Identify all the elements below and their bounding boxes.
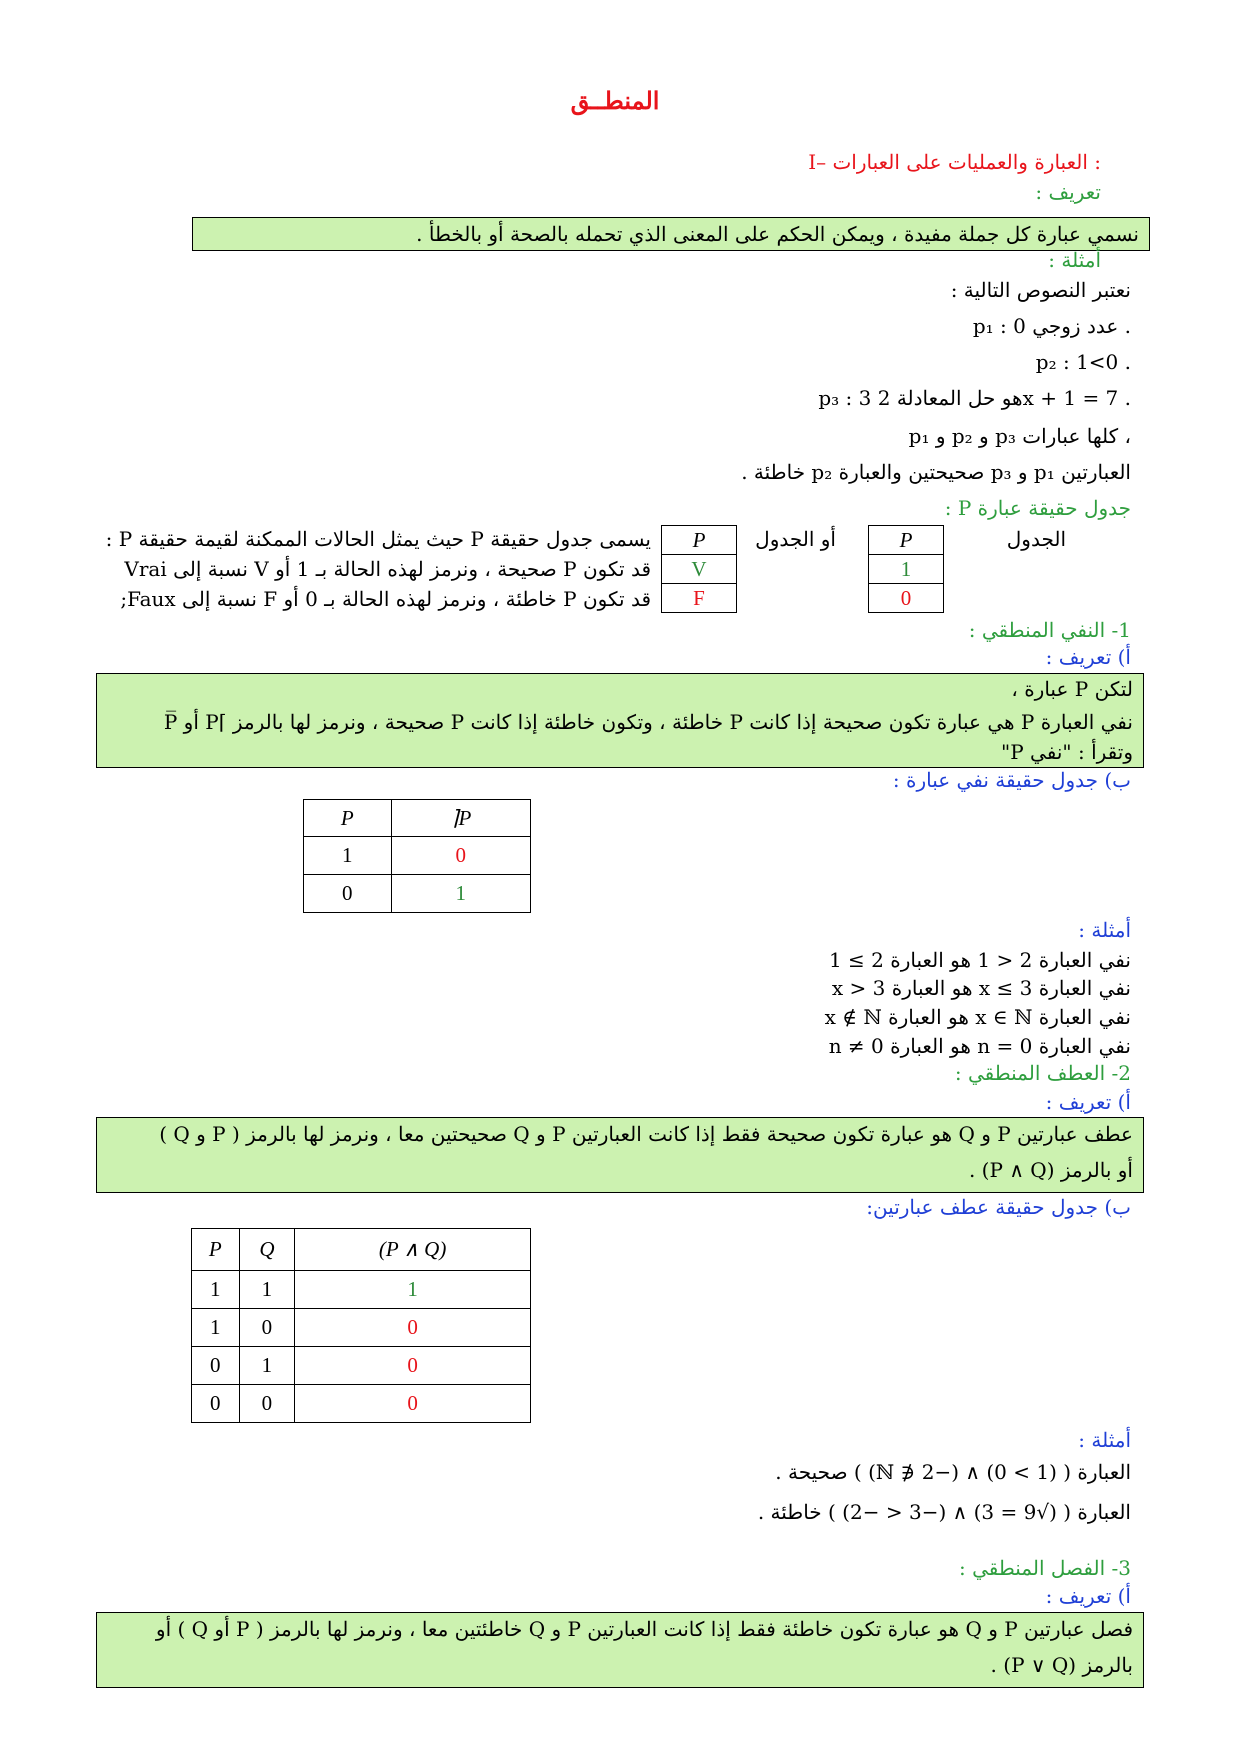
conjunction-heading: 2- العطف المنطقي : [954,1061,1131,1085]
table-cell: 0 [295,1385,531,1423]
table-header: P [662,526,737,555]
truth-table-p-letters [661,525,737,613]
table-header: P [869,526,944,555]
definition-box [192,217,1150,251]
conjunction-definition-box [96,1117,1144,1193]
table-description-2: قد تكون P صحيحة ، ونرمز لهذه الحالة بـ 1 أو V نسبة إلى Vrai [124,557,651,581]
truth-table-heading: جدول حقيقة عبارة P : [944,496,1131,520]
table-cell: 1 [192,1271,240,1309]
negation-example-1: نفي العبارة 2 < 1 هو العبارة 2 ≥ 1 [828,948,1131,972]
table-cell: 0 [869,584,944,613]
negation-definition-label: أ) تعريف : [1045,645,1131,669]
conjunction-example-1: العبارة ( (1 > 0) ∧ (−2 ∉ ℕ) ) صحيحة . [775,1460,1131,1484]
negation-line-1: لتكن P عبارة ، [1011,677,1133,701]
negation-example-4: نفي العبارة n = 0 هو العبارة n ≠ 0 [828,1034,1131,1058]
table-cell: 1 [304,837,392,875]
statement-p1: p₁ : 0 عدد زوجي . [972,314,1131,338]
examples-intro: نعتبر النصوص التالية : [950,278,1131,302]
truth-note: العبارتين p₁ و p₃ صحيحتين والعبارة p₂ خاطئة . [741,460,1131,484]
disjunction-definition-label: أ) تعريف : [1045,1584,1131,1608]
table-header: P [192,1229,240,1271]
statement-p3: p₃ : 3 هو حل المعادلة 2x + 1 = 7 . [818,386,1131,410]
definition-text: نسمي عبارة كل جملة مفيدة ، ويمكن الحكم على المعنى الذي تحمله بالصحة أو بالخطأ . [416,222,1139,246]
conjunction-table-heading: ب) جدول حقيقة عطف عبارتين: [866,1195,1131,1219]
table-header: Q [239,1229,295,1271]
table-cell: 1 [295,1271,531,1309]
table-cell: 0 [295,1309,531,1347]
disjunction-definition-box [96,1612,1144,1688]
negation-example-2: نفي العبارة x ≤ 3 هو العبارة x > 3 [831,976,1131,1000]
conjunction-examples-label: أمثلة : [1078,1428,1131,1452]
negation-table-heading: ب) جدول حقيقة نفي عبارة : [892,768,1131,792]
negation-examples-label: أمثلة : [1078,918,1131,942]
table-header: ⌉P [391,800,530,837]
conjunction-truth-table [191,1228,531,1423]
disjunction-line-2: بالرمز (P ∨ Q) . [990,1653,1133,1677]
table-label-1: الجدول [1006,527,1066,551]
conjunction-definition-label: أ) تعريف : [1045,1090,1131,1114]
examples-label: أمثلة : [1048,248,1101,272]
negation-heading: 1- النفي المنطقي : [968,618,1131,642]
table-cell: F [662,584,737,613]
table-cell: V [662,555,737,584]
table-cell: 0 [192,1347,240,1385]
disjunction-line-1: فصل عبارتين P و Q هو عبارة تكون خاطئة فقط إذا كانت العبارتين P و Q خاطئتين معا ، ونرمز لها بالرمز ( P أو Q ) أو [155,1617,1133,1641]
negation-example-3: نفي العبارة x ∈ ℕ هو العبارة x ∉ ℕ [824,1005,1131,1029]
table-header: (P ∧ Q) [295,1229,531,1271]
truth-table-p-numeric [868,525,944,613]
table-description-1: يسمى جدول حقيقة P حيث يمثل الحالات الممكنة لقيمة حقيقة P : [105,527,651,551]
table-cell: 0 [192,1385,240,1423]
table-cell: 1 [869,555,944,584]
negation-line-3: وتقرأ : "نفي P" [1001,740,1133,764]
table-cell: 0 [239,1309,295,1347]
table-cell: 0 [239,1385,295,1423]
table-cell: 0 [295,1347,531,1385]
table-cell: 1 [192,1309,240,1347]
negation-line-2: نفي العبارة P هي عبارة تكون صحيحة إذا كانت P خاطئة ، وتكون خاطئة إذا كانت P صحيحة ، ونرمز لها بالرمز ⌉P أو P̅ [163,710,1133,734]
table-cell: 1 [391,875,530,913]
table-cell: 0 [391,837,530,875]
conjunction-example-2: العبارة ( (√9 = 3) ∧ (−3 < −2) ) خاطئة . [757,1500,1131,1524]
definition-label: تعريف : [1035,180,1101,204]
table-cell: 0 [304,875,392,913]
conjunction-line-1: عطف عبارتين P و Q هو عبارة تكون صحيحة فقط إذا كانت العبارتين P و Q صحيحتين معا ، ونرمز لها بالرمز ( P و Q ) [159,1122,1133,1146]
table-header: P [304,800,392,837]
section-heading: I– العبارة والعمليات على العبارات : [808,150,1101,174]
negation-truth-table [303,799,531,913]
table-label-2: أو الجدول [755,527,836,551]
table-cell: 1 [239,1271,295,1309]
table-description-3: قد تكون P خاطئة ، ونرمز لهذه الحالة بـ 0 أو F نسبة إلى Faux; [120,587,651,611]
conjunction-line-2: أو بالرمز (P ∧ Q) . [968,1158,1133,1182]
page-title: المنطــق [570,86,660,115]
table-cell: 1 [239,1347,295,1385]
statement-p2: p₂ : 1<0 . [1035,350,1131,374]
negation-definition-box [96,673,1144,768]
disjunction-heading: 3- الفصل المنطقي : [958,1556,1131,1580]
all-statements-note: p₁ و p₂ و p₃ كلها عبارات ، [908,424,1131,448]
